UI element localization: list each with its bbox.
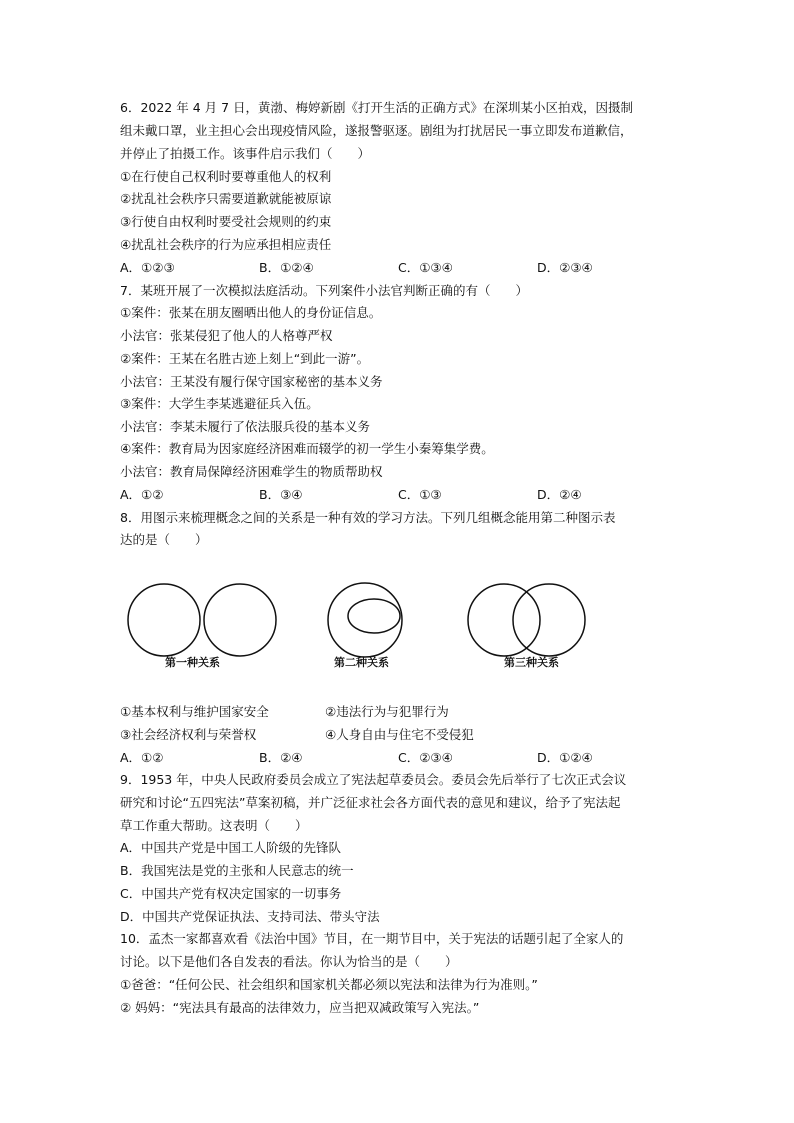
q6-option-c[interactable]: C．①③④ xyxy=(398,260,453,275)
q10-item-1: ①爸爸：“任何公民、社会组织和国家机关都必须以宪法和法律为行为准则。” xyxy=(120,977,538,992)
q9-stem-line-3: 草工作重大帮助。这表明（ ） xyxy=(120,818,308,833)
q6-item-2: ②扰乱社会秩序只需要道歉就能被原谅 xyxy=(120,191,332,206)
diagram-label-2: 第二种关系 xyxy=(334,656,389,669)
q6-item-3: ③行使自由权利时要受社会规则的约束 xyxy=(120,214,332,229)
q8-stem-line-2: 达的是（ ） xyxy=(120,532,208,547)
q8-item-4: ④人身自由与住宅不受侵犯 xyxy=(325,727,474,742)
q9-choice-d[interactable]: D．中国共产党保证执法、支持司法、带头守法 xyxy=(120,909,380,924)
q6-option-d[interactable]: D．②③④ xyxy=(537,260,593,275)
q7-judge-4: 小法官：教育局保障经济困难学生的物质帮助权 xyxy=(120,464,383,479)
diagram-relation-1 xyxy=(128,584,276,669)
q9-choice-a[interactable]: A．中国共产党是中国工人阶级的先锋队 xyxy=(120,840,342,855)
q6-option-b[interactable]: B．①②④ xyxy=(259,260,314,275)
q7-option-c[interactable]: C．①③ xyxy=(398,487,442,502)
q6-stem-line-1: 6．2022 年 4 月 7 日，黄渤、梅婷新剧《打开生活的正确方式》在深圳某小区拍戏，因摄制 xyxy=(120,100,634,115)
q7-case-1: ①案件：张某在朋友圈晒出他人的身份证信息。 xyxy=(120,305,382,320)
q6-option-a[interactable]: A．①②③ xyxy=(120,260,175,275)
q7-option-a[interactable]: A．①② xyxy=(120,487,164,502)
q8-item-1: ①基本权利与维护国家安全 xyxy=(120,704,269,719)
q7-option-b[interactable]: B．③④ xyxy=(259,487,303,502)
overlap-circle-right xyxy=(513,584,585,656)
inner-ellipse xyxy=(348,599,400,633)
q9-stem-line-1: 9．1953 年，中央人民政府委员会成立了宪法起草委员会。委员会先后举行了七次正式会议 xyxy=(120,772,627,787)
q8-item-3: ③社会经济权利与荣誉权 xyxy=(120,727,257,742)
q8-option-a[interactable]: A．①② xyxy=(120,750,164,765)
q8-item-2: ②违法行为与犯罪行为 xyxy=(325,704,449,719)
q7-case-3: ③案件：大学生李某逃避征兵入伍。 xyxy=(120,396,319,411)
diagram-relation-3 xyxy=(468,584,585,669)
q7-judge-1: 小法官：张某侵犯了他人的人格尊严权 xyxy=(120,328,333,343)
q6-item-1: ①在行使自己权利时要尊重他人的权利 xyxy=(120,169,332,184)
q9-choice-c[interactable]: C．中国共产党有权决定国家的一切事务 xyxy=(120,886,342,901)
circle-left xyxy=(128,584,200,656)
diagram-label-1: 第一种关系 xyxy=(165,656,220,669)
circle-right xyxy=(204,584,276,656)
q6-item-4: ④扰乱社会秩序的行为应承担相应责任 xyxy=(120,237,332,252)
q9-stem-line-2: 研究和讨论“五四宪法”草案初稿，并广泛征求社会各方面代表的意见和建议，给予了宪法起 xyxy=(120,795,621,810)
q10-stem-line-1: 10．孟杰一家都喜欢看《法治中国》节目，在一期节目中，关于宪法的话题引起了全家人的 xyxy=(120,931,624,946)
q7-option-d[interactable]: D．②④ xyxy=(537,487,582,502)
overlap-circle-left xyxy=(468,584,540,656)
diagram-label-3: 第三种关系 xyxy=(504,656,559,669)
q8-option-c[interactable]: C．②③④ xyxy=(398,750,453,765)
diagram-relation-2 xyxy=(328,583,402,669)
q9-choice-b[interactable]: B．我国宪法是党的主张和人民意志的统一 xyxy=(120,863,354,878)
q10-item-2: ② 妈妈：“宪法具有最高的法律效力，应当把双减政策写入宪法。” xyxy=(120,1000,480,1015)
q8-option-b[interactable]: B．②④ xyxy=(259,750,303,765)
q8-stem-line-1: 8．用图示来梳理概念之间的关系是一种有效的学习方法。下列几组概念能用第二种图示表 xyxy=(120,510,616,525)
q7-stem: 7．某班开展了一次模拟法庭活动。下列案件小法官判断正确的有（ ） xyxy=(120,283,528,298)
q7-case-2: ②案件：王某在名胜古迹上刻上“到此一游”。 xyxy=(120,351,370,366)
q10-stem-line-2: 讨论。以下是他们各自发表的看法。你认为恰当的是（ ） xyxy=(120,954,458,969)
relation-diagrams xyxy=(120,575,600,675)
q7-judge-2: 小法官：王某没有履行保守国家秘密的基本义务 xyxy=(120,374,383,389)
outer-circle xyxy=(328,583,402,657)
q8-option-d[interactable]: D．①②④ xyxy=(537,750,593,765)
q7-case-4: ④案件：教育局为因家庭经济困难而辍学的初一学生小秦筹集学费。 xyxy=(120,441,494,456)
q6-stem-line-3: 并停止了拍摄工作。该事件启示我们（ ） xyxy=(120,146,371,161)
q6-stem-line-2: 组未戴口罩，业主担心会出现疫情风险，遂报警驱逐。剧组为打扰居民一事立即发布道歉信， xyxy=(120,123,633,138)
q7-judge-3: 小法官：李某未履行了依法服兵役的基本义务 xyxy=(120,419,371,434)
